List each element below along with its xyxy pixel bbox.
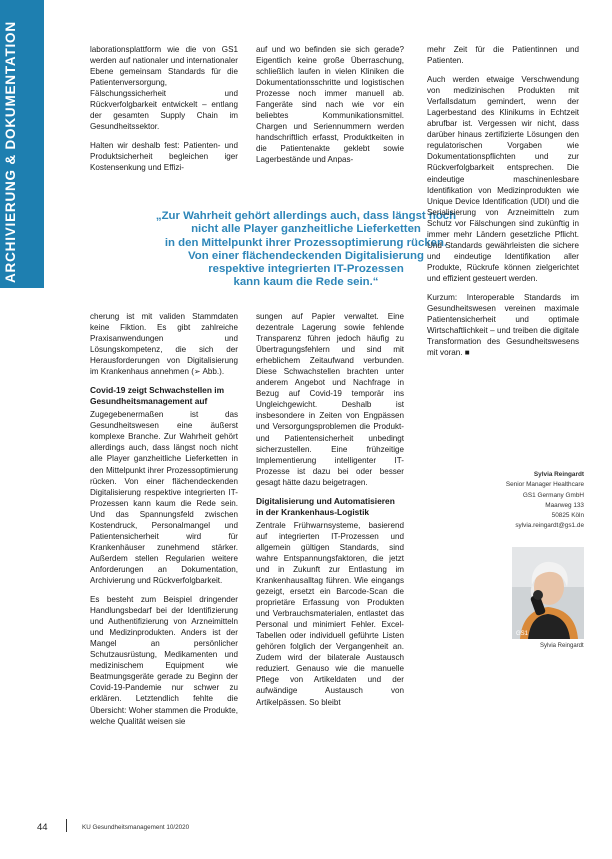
bottom-column-1 <box>90 311 238 735</box>
paragraph: Zentrale Frühwarnsysteme, basierend auf integrierten IT-Prozessen und allgemein gültigen Standards, sind wahre Entspannungsfaktoren, die jetzt und in Zukunft zur Entlastung im Krankenhausalltag führen. Wie eingangs gezeigt, ersetzt ein Barcode-Scan die proprietäre Erfassung von Produkten und Verbrauchsmaterialen, entlastet das Personal und minimiert Fehler. Excel-Tabellen oder individuell geführte Listen gehören folglich der Vergangenheit an. Zudem wird der bilaterale Austausch reduziert. Genauso wie die manuelle Pflege von Artikeldaten und der aufwändige Austausch von Artikelpässen. So bleibt <box>256 520 404 707</box>
subheading: Covid-19 zeigt Schwachstellen im Gesundheitsmanagement auf <box>90 385 225 407</box>
author-city: 50825 Köln <box>551 512 584 520</box>
photo-caption: Sylvia Reingardt <box>540 643 584 649</box>
author-company: GS1 Germany GmbH <box>522 491 584 499</box>
pull-quote-line: Von einer flächendeckenden Digitalisierung <box>188 249 424 262</box>
pull-quote-line: nicht alle Player ganzheitliche Lieferketten <box>191 223 421 236</box>
bottom-column-2 <box>256 311 404 716</box>
pull-quote-line: kann kaum die Rede sein.“ <box>233 276 379 289</box>
author-photo <box>512 547 584 639</box>
top-column-2 <box>256 44 404 174</box>
author-street: Maarweg 133 <box>545 501 584 509</box>
subheading: Digitalisierung und Automatisieren in der Krankenhaus-Logistik <box>256 495 395 517</box>
pull-quote-line: „Zur Wahrheit gehört allerdings auch, dass längst noch <box>155 210 457 222</box>
paragraph: mehr Zeit für die Patientinnen und Patienten. <box>427 45 579 66</box>
pull-quote-line: respektive integrierten IT-Prozessen <box>208 263 404 276</box>
paragraph: Es besteht zum Beispiel dringender Handlungsbedarf bei der Identifizierung und Authentifizierung von Arzneimitteln und Medizinprodukten. Anders ist der Mangel an persönlicher Schutzausrüstung, Medikamenten und medizinischem Equipment wie Beatmungsgeräte gerade zu Beginn der Covid-19-Pandemie nur schwer zu erklären. Letztendlich fehlte die Übersicht: Woher stammen die Produkte, welche Qualität weisen sie <box>90 595 238 726</box>
paragraph: sungen auf Papier verwaltet. Eine dezentrale Lagerung sowie fehlende Transparenz führen jedoch häufig zu Übertragungsfehlern und sind mit erheblichem Zeitaufwand verbunden. Diese Schwachstellen brachten unter anderem Angebot und Nachfrage in Bezug auf Covid-19 temporär ins Ungleichgewicht. Deshalb ist insbesondere in Zeiten von Engpässen und Versorgungsproblemen die Produkt- und Patientensicherheit unbedingt sicherzustellen. Eine frühzeitige Implementierung intelligenter IT-Prozesse ist dazu bei oder besser gesagt hätte dazu beigetragen. <box>256 312 404 487</box>
author-email: sylvia.reingardt@gs1.de <box>515 522 584 530</box>
paragraph: Halten wir deshalb fest: Patienten- und Produktsicherheit begleichen iger Kostensenkung und Effizi- <box>90 141 238 173</box>
paragraph: cherung ist mit validen Stammdaten keine Fiktion. Es gibt zahlreiche Praxisanwendungen und Lösungskompetenz, die sich der Herausforderungen von Digitalisierung im Krankenhaus annehmen (➢ Abb.). <box>90 312 238 377</box>
page-number: 44 <box>37 822 48 833</box>
portrait-image <box>512 547 584 639</box>
footer-source: KU Gesundheitsmanagement 10/2020 <box>82 824 190 831</box>
top-column-1 <box>90 44 238 182</box>
author-name: Sylvia Reingardt <box>533 471 584 478</box>
author-contact <box>384 470 584 532</box>
paragraph: Zugegebenermaßen ist das Gesundheitswesen eine äußerst komplexe Branche. Zur Wahrheit gehört allerdings auch, dass längst noch nicht alle Player ganzheitliche Lieferketten in den Mittelpunkt ihrer Prozessoptimierung rücken. Von einer flächendeckenden Digitalisierung respektive integrierten IT-Prozessen kann kaum die Rede sein. Und das Spannungsfeld zwischen Kostendruck, Personalmangel und Patientensicherheit wird für Krankenhäuser zunehmend stärker. Außerdem stellen Regularien weitere Anforderungen an Dokumentation, Archivierung und Rückverfolgbarkeit. <box>90 410 238 585</box>
right-column <box>427 44 579 366</box>
pull-quote-line: in den Mittelpunkt ihrer Prozessoptimierung rücken. <box>164 236 448 249</box>
footer-divider <box>66 819 67 832</box>
author-role: Senior Manager Healthcare <box>505 481 584 489</box>
paragraph: auf und wo befinden sie sich gerade? Eigentlich keine große Überraschung, schließlich laufen in vielen Kliniken die Dokumentationsschritte und logistischen Prozesse noch immer manuell ab. Fangeräte sind nach wie vor ein beliebtes Kommunikationsmittel. Chargen und Seriennummern werden handschriftlich erfasst, Produktkeiten in die Patientenakte geklebt sowie Lagerbestände und Anpas- <box>256 45 404 165</box>
paragraph: laborationsplattform wie die von GS1 werden auf nationaler und internationaler Ebene gemeinsam Standards für die Patientenversorgung, Fälschungssicherheit und Rückverfolgbarkeit entwickelt – entlang der gesamten Supply Chain im Gesundheitssektor. <box>90 45 238 132</box>
section-label: ARCHIVIERUNG & DOKUMENTATION <box>3 21 18 283</box>
photo-credit: GS1 <box>516 631 529 637</box>
paragraph: Auch werden etwaige Verschwendung von medizinischen Produkten mit Verfallsdatum gemindert, wenn der Lagerbestand des Klinikums in Echtzeit abrufbar ist. Vergessen wir nicht, dass darüber hinaus zertifizierte Lösungen den regulatorischen Vorgaben wie Dokumentationspflichten und zur Rückverfolgbarkeit entsprechen. Die eindeutige maschinenlesbare Identifikation von Medizinprodukten wie Unique Device Identification (UDI) und die Serialisierung von Arzneimitteln zum Schutz vor Fälschungen sind zukünftig in immer mehr Ländern gesetzliche Pflicht. Und Standards gewährleisten die sichere und eindeutige Identifikation aller Produkte, Rückrufe können zielgerichtet und effizient gesteuert werden. <box>427 75 579 283</box>
paragraph: Kurzum: Interoperable Standards im Gesundheitswesen vereinen maximale Patientensicherheit und optimale Wirtschaftlichkeit – und treiben die digitale Transformation des Gesundheitswesens mit voran. ■ <box>427 292 579 358</box>
